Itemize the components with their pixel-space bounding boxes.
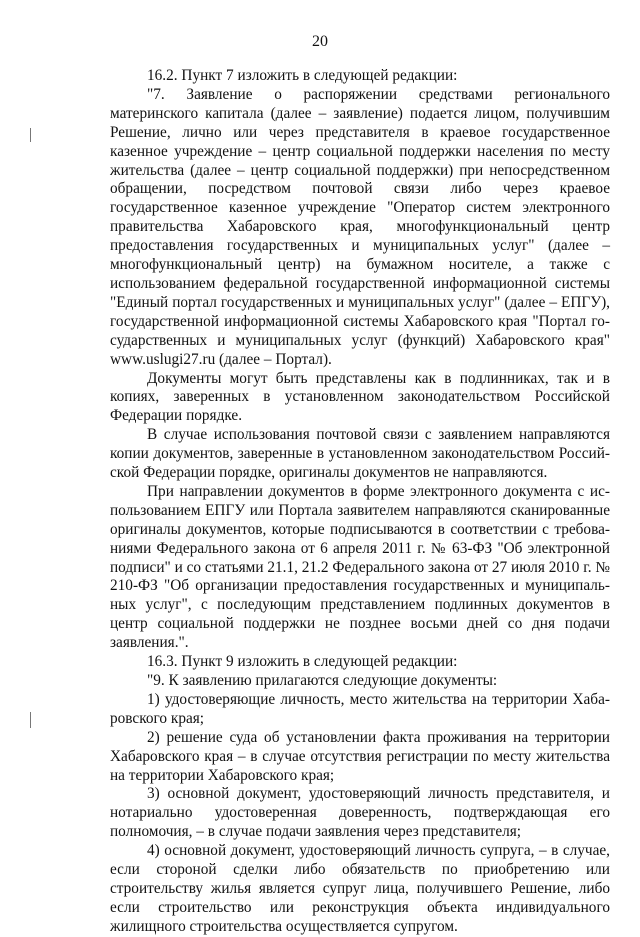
margin-mark-bottom [30,712,31,728]
paragraph-16-3: 16.3. Пункт 9 изложить в следующей редакции: [147,653,458,671]
paragraph-postal: В случае использования почтовой связи с заявлением направляются копии документов, заверенные в установленном законодательством Российской Федерации порядке, оригиналы документов не направляются. [110,426,610,482]
document-body [110,67,610,937]
list-item-4: 4) основной документ, удостоверяющий личность супруга, – в случае, если стороной сделки либо обязательств по приобретению или строительству жилья является супруг лица, получившего Решение, либо если строительство или реконструкция объекта индивидуального жилищного строительства осуществляется супругом. [110,842,610,935]
list-item-1: 1) удостоверяющие личность, место жительства на территории Хабаровского края; [110,690,610,727]
paragraph-16-2: 16.2. Пункт 7 изложить в следующей редакции: [147,67,458,84]
page-number: 20 [312,33,328,50]
list-item-3: 3) основной документ, удостоверяющий личность представителя, и нотариально удостоверенная доверенность, подтверждающая его полномочия, – в случае подачи заявления через представителя; [110,785,610,841]
list-item-2: 2) решение суда об установлении факта проживания на территории Хабаровского края – в случае отсутствия регистрации по месту жительства на территории Хабаровского края; [110,728,610,784]
paragraph-electronic: При направлении документов в форме электронного документа с использованием ЕПГУ или Портала заявителем направляются сканированные оригиналы документов, которые подписываются в соответствии с требованиями Федерального закона от 6 апреля 2011 г. № 63-ФЗ "Об электронной подписи" и со статьями 21.1, 21.2 Федерального закона от 27 июля 2010 г. № 210-ФЗ "Об организации предоставления государственных и муниципальных услуг", с последующим представлением подлинных документов в центр социальной поддержки не позднее восьми дней со дня подачи заявления.". [110,482,610,652]
paragraph-item-9: "9. К заявлению прилагаются следующие документы: [147,672,498,689]
paragraph-documents-copies: Документы могут быть представлены как в подлинниках, так и в копиях, заверенных в установленном законодательством Российской Федерации порядке. [110,369,610,425]
margin-mark-top [30,128,31,142]
paragraph-item-7: "7. Заявление о распоряжении средствами регионального материнского капитала (далее – заявление) подается лицом, получившим Решение, лично или через представителя в краевое государственное казенное учреждение – центр социальной поддержки населения по месту жительства (далее – центр социальной поддержки) при непосредственном обращении, посредством почтовой связи либо через краевое государственное казенное учреждение "Оператор систем электронного правительства Хабаровского края, многофункциональный центр предоставления государственных и муниципальных услуг" (далее – многофункциональный центр) на бумажном носителе, а также с использованием федеральной государственной информационной системы "Единый портал государственных и муниципальных услуг" (далее – ЕПГУ), государственной информационной системы Хабаровского края "Портал государственных и муниципальных услуг (функций) Хабаровского края" www.uslugi27.ru (далее – Портал). [110,85,610,368]
